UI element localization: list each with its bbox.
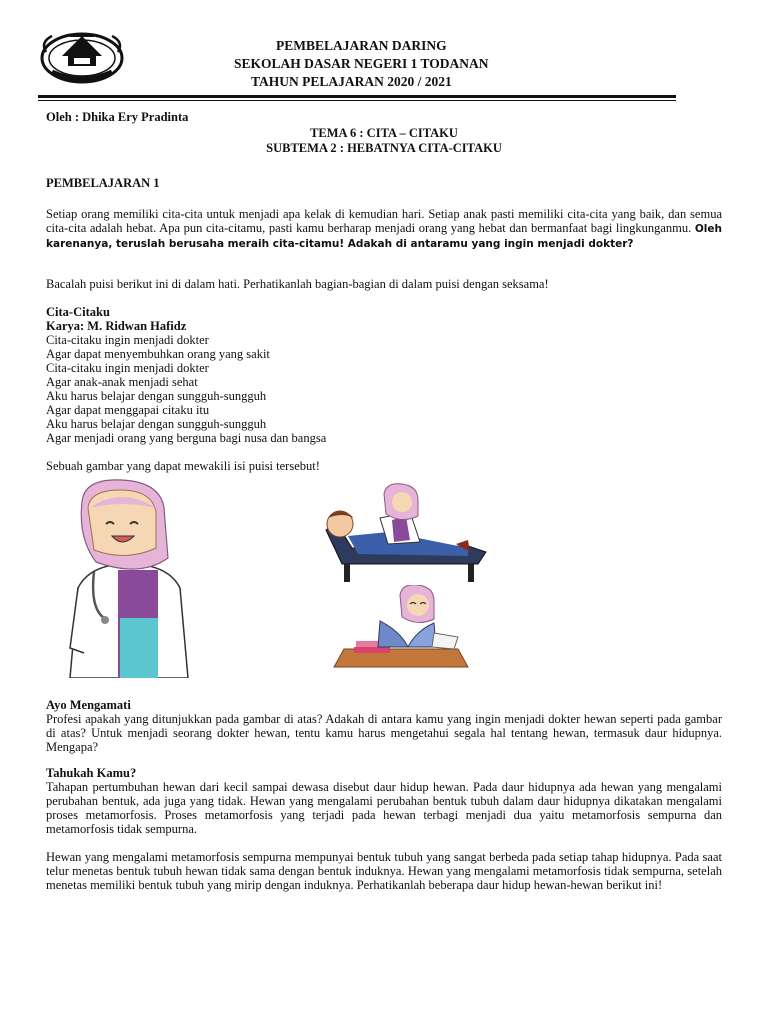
poem-line: Cita-citaku ingin menjadi dokter [46, 333, 209, 347]
doctor-girl-illustration [60, 478, 200, 678]
section-title: PEMBELAJARAN 1 [46, 176, 160, 190]
poem-title: Cita-Citaku [46, 305, 110, 319]
intro-bold-text: Oleh karenanya, teruslah berusaha meraih cita-citamu! Adakah di antaramu yang ingin menjadi dokter? [46, 223, 722, 250]
poem-line: Cita-citaku ingin menjadi dokter [46, 361, 209, 375]
poem-line: Agar dapat menyembuhkan orang yang sakit [46, 347, 270, 361]
instruction-text: Bacalah puisi berikut ini di dalam hati. Perhatikanlah bagian-bagian di dalam puisi dengan seksama! [46, 277, 549, 291]
poem-line: Agar dapat menggapai citaku itu [46, 403, 210, 417]
header-academic-year: TAHUN PELAJARAN 2020 / 2021 [251, 74, 452, 89]
school-logo-icon [38, 22, 126, 88]
poem-line: Aku harus belajar dengan sungguh-sungguh [46, 389, 267, 403]
header-school-name: SEKOLAH DASAR NEGERI 1 TODANAN [234, 56, 489, 71]
header-rule-thin [38, 100, 676, 101]
subtheme-title: SUBTEMA 2 : HEBATNYA CITA-CITAKU [266, 141, 502, 155]
did-you-know-paragraph-1: Tahapan pertumbuhan hewan dari kecil sampai dewasa disebut daur hidup hewan. Pada daur hidupnya ada hewan yang mengalami perubahan bentuk, ada juga yang tidak. Hewan yang mengalami perubahan bentuk tubuh dalam daur hidupnya dikatakan mengalami proses metamorfosis. Proses metamorfosis yang terjadi pada hewan terbagi menjadi dua yaitu metamorfosis sempurna dan metamorfosis tidak sempurna. [46, 780, 722, 836]
poem-author: Karya: M. Ridwan Hafidz [46, 319, 187, 333]
intro-paragraph [46, 207, 722, 251]
poem-line: Agar anak-anak menjadi sehat [46, 375, 198, 389]
observe-paragraph: Profesi apakah yang ditunjukkan pada gambar di atas? Adakah di antara kamu yang ingin menjadi dokter hewan seperti pada gambar di atas? Untuk menjadi seorang dokter hewan, tentu kamu harus mengetahui segala hal tentang hewan, termasuk daur hidupnya. Mengapa? [46, 712, 722, 754]
poem-line: Aku harus belajar dengan sungguh-sungguh [46, 417, 267, 431]
header-title: PEMBELAJARAN DARING [276, 38, 447, 53]
author-line: Oleh : Dhika Ery Pradinta [46, 110, 189, 124]
header-rule [38, 95, 676, 98]
picture-caption: Sebuah gambar yang dapat mewakili isi puisi tersebut! [46, 459, 320, 473]
doctor-patient-illustration [318, 482, 493, 587]
girl-reading-illustration [330, 585, 475, 675]
theme-title: TEMA 6 : CITA – CITAKU [310, 126, 458, 140]
poem-line: Agar menjadi orang yang berguna bagi nusa dan bangsa [46, 431, 327, 445]
did-you-know-paragraph-2: Hewan yang mengalami metamorfosis sempurna mempunyai bentuk tubuh yang sangat berbeda pada setiap tahap hidupnya. Pada saat telur menetas bentuk tubuh hewan tidak sama dengan bentuk induknya. Hewan yang mengalami metamorfosis tidak sempurna, setelah menetas memiliki bentuk tubuh yang mirip dengan induknya. Perhatikanlah beberapa daur hidup hewan-hewan berikut ini! [46, 850, 722, 892]
observe-title: Ayo Mengamati [46, 698, 131, 712]
did-you-know-title: Tahukah Kamu? [46, 766, 137, 780]
intro-text: Setiap orang memiliki cita-cita untuk menjadi apa kelak di kemudian hari. Setiap anak pasti memiliki cita-cita yang baik, dan semua cita-cita adalah hebat. Apa pun cita-citamu, pasti kamu berharap menjadi orang yang hebat dan bermanfaat bagi lingkunganmu. [46, 207, 722, 235]
